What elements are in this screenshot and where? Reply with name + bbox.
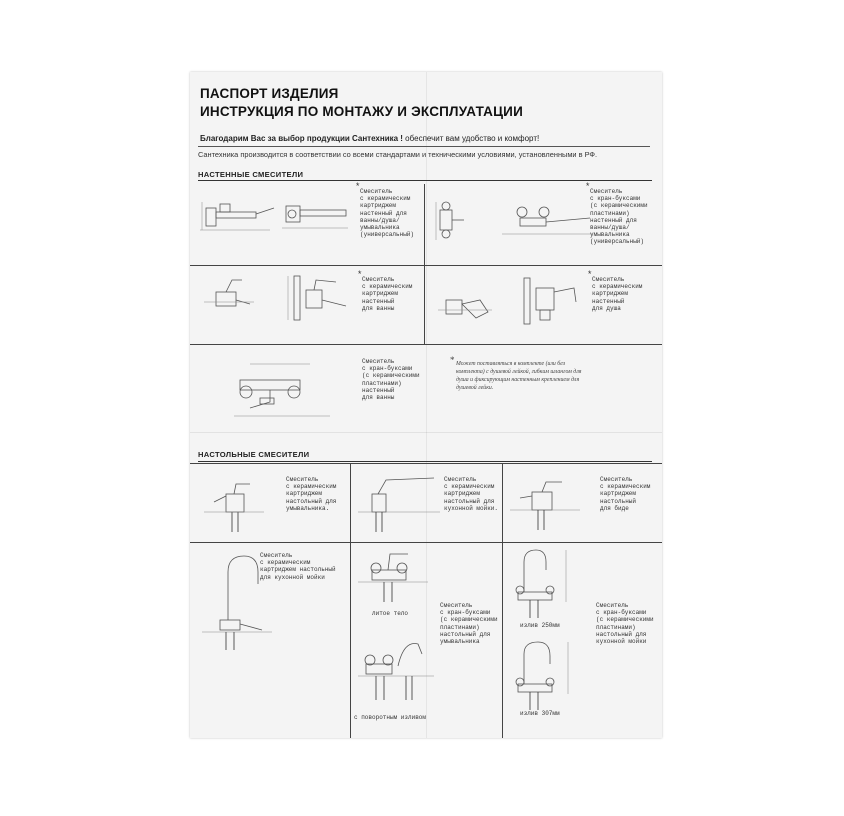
header-divider (198, 146, 650, 147)
table-item-2-desc (444, 476, 498, 512)
table-item-4-text: Смеситель с керамическим картриджем настольный для кухонной мойки (260, 552, 336, 581)
table-item-1-desc (286, 476, 336, 512)
wall-item-1-text: Смеситель с керамическим картриджем настенный для ванны/душа/ умывальника (универсальный) (360, 188, 415, 239)
table-item-1-text: Смеситель с керамическим картриджем настольный для умывальника. (286, 476, 337, 512)
wall-item-3-text: Смеситель с керамическим картриджем настенный для ванны (362, 276, 413, 312)
swivel-spout-mixer-drawing (358, 630, 438, 712)
wall-item-1-desc (355, 182, 415, 239)
spout-250-caption: излив 250мм (520, 622, 560, 629)
wall-mixer-1-top-drawing (282, 194, 352, 238)
wall-mixer-5-drawing (230, 358, 348, 422)
table-section-title: НАСТОЛЬНЫЕ СМЕСИТЕЛИ (198, 450, 310, 459)
kitchen-mixer-1-drawing (358, 470, 442, 536)
shower-kit-note-star: * (450, 355, 455, 365)
standards-note: Сантехника производится в соответствии со всеми стандартами и техническими условиями, установленными в РФ. (198, 150, 598, 159)
wall-section-title: НАСТЕННЫЕ СМЕСИТЕЛИ (198, 170, 304, 179)
table-grid-hline-1 (190, 542, 662, 543)
fold-line-horizontal (190, 432, 662, 433)
wall-grid-hline-1 (190, 265, 662, 266)
table-item-5-desc (440, 602, 498, 645)
table-grid-hline-top (190, 463, 662, 464)
wall-item-2-desc (585, 182, 648, 246)
wall-mixer-4-side-drawing (436, 282, 496, 328)
wall-item-3-star: * (357, 270, 363, 280)
page-title: ПАСПОРТ ИЗДЕЛИЯ (200, 86, 339, 101)
kitchen-mixer-307-drawing (510, 638, 590, 712)
thanks-bold: Благодарим Вас за выбор продукции Сантехника ! (200, 134, 403, 143)
wall-grid-vline-2 (424, 266, 425, 344)
wall-item-4-text: Смеситель с керамическим картриджем настенный для душа (592, 276, 643, 312)
wall-item-5-text: Смеситель с кран-буксами (с керамическими пластинами) настенный для ванны (362, 358, 420, 402)
table-item-5-text: Смеситель с кран-буксами (с керамическими пластинами) настольный для умывальника (440, 602, 498, 646)
thanks-line (200, 134, 539, 143)
cast-body-mixer-drawing (358, 546, 438, 608)
shower-kit-note (450, 355, 582, 392)
page-subtitle: ИНСТРУКЦИЯ ПО МОНТАЖУ И ЭКСПЛУАТАЦИИ (200, 104, 523, 119)
table-section-underline (198, 461, 652, 462)
kitchen-mixer-250-drawing (510, 546, 590, 620)
wall-item-4-star: * (587, 270, 593, 280)
wall-grid-hline-2 (190, 344, 662, 345)
table-grid-vline-1 (350, 463, 351, 738)
wall-mixer-1-front-drawing (200, 194, 278, 238)
wall-item-2-text: Смеситель с кран-буксами (с керамическими пластинами) настенный для ванны/душа/ умывальника (универсальный) (590, 188, 648, 246)
wall-mixer-4-front-drawing (518, 272, 582, 332)
wall-mixer-3-side-drawing (202, 276, 258, 326)
cast-body-caption: литое тело (372, 610, 409, 617)
wall-mixer-3-front-drawing (286, 272, 356, 328)
instruction-sheet (190, 72, 662, 738)
table-item-3-desc (600, 476, 650, 512)
table-item-3-text: Смеситель с керамическим картриджем настольный для биде (600, 476, 651, 512)
wall-item-3-desc (357, 270, 413, 312)
bidet-mixer-drawing (510, 472, 594, 534)
wall-mixer-2-front-drawing (502, 200, 594, 244)
spout-307-caption: излив 307мм (520, 710, 560, 717)
wall-grid-vline-1 (424, 184, 425, 268)
thanks-rest: обеспечит вам удобство и комфорт! (402, 134, 540, 143)
swivel-spout-caption: с поворотным изливом (354, 714, 427, 721)
basin-mixer-drawing (204, 472, 284, 536)
table-item-4-desc (260, 552, 336, 581)
wall-item-5-desc (362, 358, 420, 401)
wall-item-4-desc (587, 270, 643, 312)
table-grid-vline-2 (502, 463, 503, 738)
table-item-2-text: Смеситель с керамическим картриджем настольный для кухонной мойки. (444, 476, 499, 512)
table-item-6-desc (596, 602, 654, 645)
table-item-6-text: Смеситель с кран-буксами (с керамическими пластинами) настольный для кухонной мойки (596, 602, 654, 646)
wall-item-1-star: * (355, 182, 361, 192)
wall-mixer-2-side-drawing (434, 196, 494, 246)
wall-section-underline (198, 180, 652, 181)
wall-item-2-star: * (585, 182, 591, 192)
shower-kit-note-text: Может поставляться в комплекте (или без комплекта) с душевой лейкой, гибким шлангом для душа и фиксирующим настенным креплением для душевой лейки. (456, 361, 582, 391)
